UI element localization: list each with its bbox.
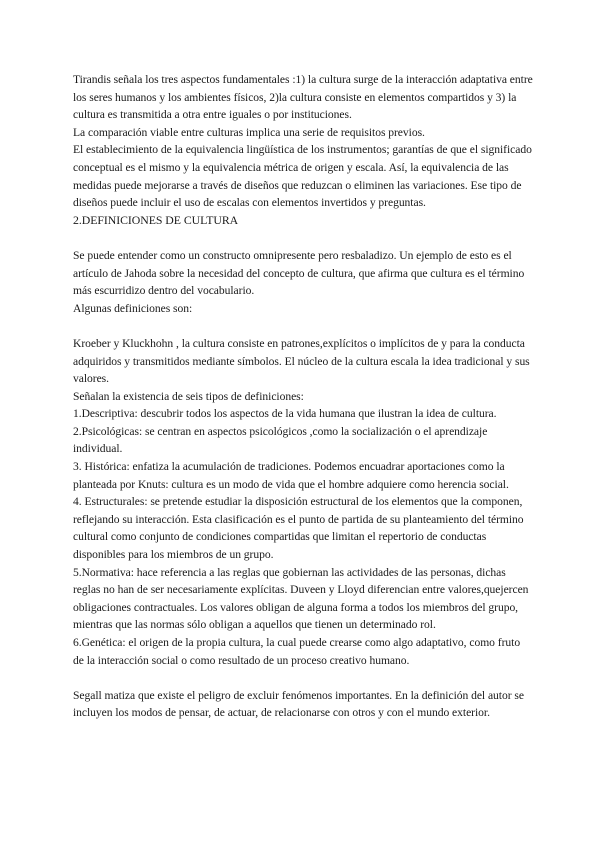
section-heading: 2.DEFINICIONES DE CULTURA (73, 212, 239, 227)
section-paragraph-definitions-intro: Algunas definiciones son: (73, 301, 193, 315)
section-paragraph-kroeber: Kroeber y Kluckhohn , la cultura consiste en patrones,explícitos o implícitos de y para la conducta adquiridos y transmitidos mediante símbolos. El núcleo de la cultura escala la idea tradicional y sus valores. (73, 336, 530, 386)
definition-item-psicologicas: 2.Psicológicas: se centran en aspectos psicológicos ,como la socialización o el aprendizaje individual. (73, 424, 488, 456)
intro-paragraph-aspects: Tirandis señala los tres aspectos fundamentales :1) la cultura surge de la interacción adaptativa entre los seres humanos y los ambientes físicos, 2)la cultura consiste en elementos compartidos y 3) la cultura es transmitida a otra entre iguales o por instituciones. (73, 73, 533, 122)
section-paragraph-six-types: Señalan la existencia de seis tipos de definiciones: (73, 389, 304, 403)
intro-paragraph-comparison: La comparación viable entre culturas implica una serie de requisitos previos. (73, 125, 425, 139)
definition-item-normativa: 5.Normativa: hace referencia a las reglas que gobiernan las actividades de las personas, dichas reglas no han de ser necesariamente explícitas. Duveen y Lloyd diferencian entre valores,quejercen obligaciones contractuales. Los valores obligan de alguna forma a todos los miembros del grupo, mientras que las normas sólo obligan a aquellos que tienen un determinado rol. (73, 565, 529, 632)
definition-item-genetica: 6.Genética: el origen de la propia cultura, la cual puede crearse como algo adaptativo, como fruto de la interacción social o como resultado de un proceso creativo humano. (73, 636, 521, 667)
definition-item-descriptiva: 1.Descriptiva: descubrir todos los aspectos de la vida humana que ilustran la idea de cultura. (73, 407, 497, 421)
section-paragraph-segall: Segall matiza que existe el peligro de excluir fenómenos importantes. En la definición del autor se incluyen los modos de pensar, de actuar, de relacionarse con otros y con el mundo exterior. (73, 688, 524, 720)
section-paragraph-construct: Se puede entender como un constructo omnipresente pero resbaladizo. Un ejemplo de esto es el artículo de Jahoda sobre la necesidad del concepto de cultura, que afirma que cultura es el término más escurridizo dentro del vocabulario. (73, 248, 525, 298)
definition-item-estructurales: 4. Estructurales: se pretende estudiar la disposición estructural de los elementos que la componen, reflejando su interacción. Esta clasificación es el punto de partida de su planteamiento del término cultural como conjunto de condiciones compartidas que limitan el repertorio de conductas disponibles para los miembros de un grupo. (73, 495, 524, 562)
document-body (73, 71, 533, 722)
intro-paragraph-equivalence: El establecimiento de la equivalencia lingüística de los instrumentos; garantías de que el significado conceptual es el mismo y la equivalencia métrica de origen y escala. Así, la equivalencia de las medidas puede mejorarse a través de diseños que reduzcan o eliminen las variaciones. Ese tipo de diseños puede incluir el uso de escalas con elementos invertidos y preguntas. (73, 143, 532, 210)
definition-item-historica: 3. Histórica: enfatiza la acumulación de tradiciones. Podemos encuadrar aportaciones como la planteada por Knuts: cultura es un modo de vida que el hombre adquiere como herencia social. (73, 460, 509, 491)
